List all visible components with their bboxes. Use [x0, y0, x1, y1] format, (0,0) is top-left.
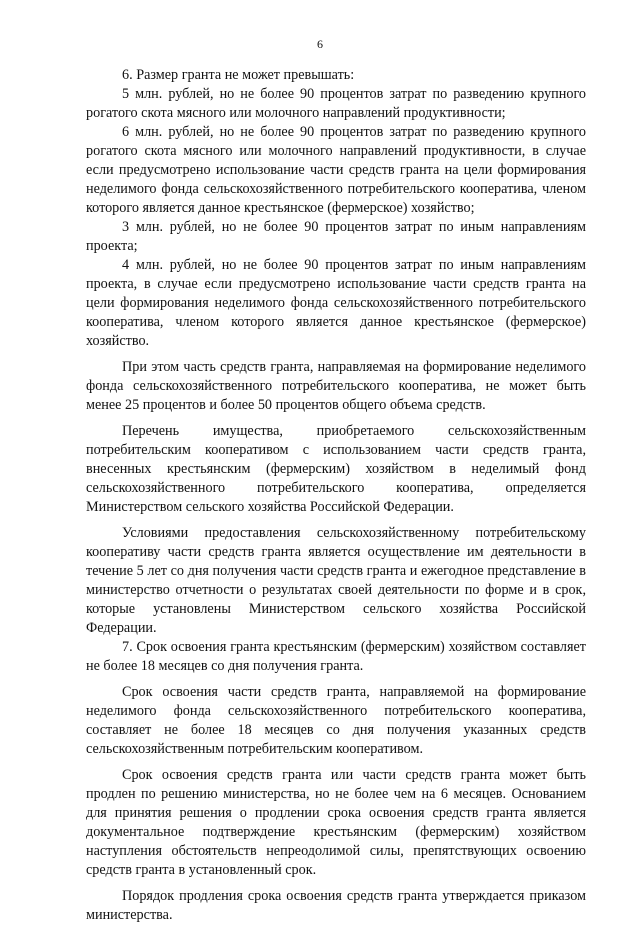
paragraph-grant-6-mln: 6 млн. рублей, но не более 90 процентов затрат по разведению крупного рогатого скота мясного или молочного направлений продуктивности, в случае если предусмотрено использование части средств гранта на цели формирования неделимого фонда сельскохозяйственного потребительского кооператива, членом которого является данное крестьянское (фермерское) хозяйство;	[86, 124, 586, 216]
paragraph-grant-5-mln: 5 млн. рублей, но не более 90 процентов затрат по разведению крупного рогатого скота мясного или молочного направлений продуктивности;	[86, 86, 586, 121]
paragraph-extension-procedure: Порядок продления срока освоения средств гранта утверждается приказом министерства.	[86, 888, 586, 923]
document-body	[86, 66, 586, 925]
paragraph-grant-4-mln: 4 млн. рублей, но не более 90 процентов затрат по иным направлениям проекта, в случае если предусмотрено использование части средств гранта на цели формирования неделимого фонда сельскохозяйственного потребительского кооператива, членом которого является данное крестьянское (фермерское) хозяйство.	[86, 257, 586, 349]
paragraph-property-list: Перечень имущества, приобретаемого сельскохозяйственным потребительским кооперативом с использованием части средств гранта, внесенных крестьянским (фермерским) хозяйством в неделимый фонд сельскохозяйственного потребительского кооператива, определяется Министерством сельского хозяйства Российской Федерации.	[86, 423, 586, 515]
paragraph-cooperative-conditions: Условиями предоставления сельскохозяйственному потребительскому кооперативу части средств гранта является осуществление им деятельности в течение 5 лет со дня получения части средств гранта и ежегодное представление в министерство отчетности о результатах своей деятельности по форме и в срок, которые установлены Министерством сельского хозяйства Российской Федерации.	[86, 525, 586, 636]
paragraph-grant-3-mln: 3 млн. рублей, но не более 90 процентов затрат по иным направлениям проекта;	[86, 219, 586, 254]
paragraph-grant-term: 7. Срок освоения гранта крестьянским (фермерским) хозяйством составляет не более 18 месяцев со дня получения гранта.	[86, 639, 586, 674]
page-number: 6	[317, 37, 323, 51]
paragraph-grant-size-heading: 6. Размер гранта не может превышать:	[122, 67, 355, 83]
paragraph-part-grant-term: Срок освоения части средств гранта, направляемой на формирование неделимого фонда сельскохозяйственного потребительского кооператива, составляет не более 18 месяцев со дня получения указанных средств сельскохозяйственным потребительским кооперативом.	[86, 684, 586, 757]
paragraph-term-extension: Срок освоения средств гранта или части средств гранта может быть продлен по решению министерства, но не более чем на 6 месяцев. Основанием для принятия решения о продлении срока освоения средств гранта является документальное подтверждение крестьянским (фермерским) хозяйством наступления обстоятельств непреодолимой силы, препятствующих освоению средств гранта в установленный срок.	[86, 767, 586, 878]
paragraph-indivisible-fund-share: При этом часть средств гранта, направляемая на формирование неделимого фонда сельскохозяйственного потребительского кооператива, не может быть менее 25 процентов и более 50 процентов общего объема средств.	[86, 359, 586, 413]
